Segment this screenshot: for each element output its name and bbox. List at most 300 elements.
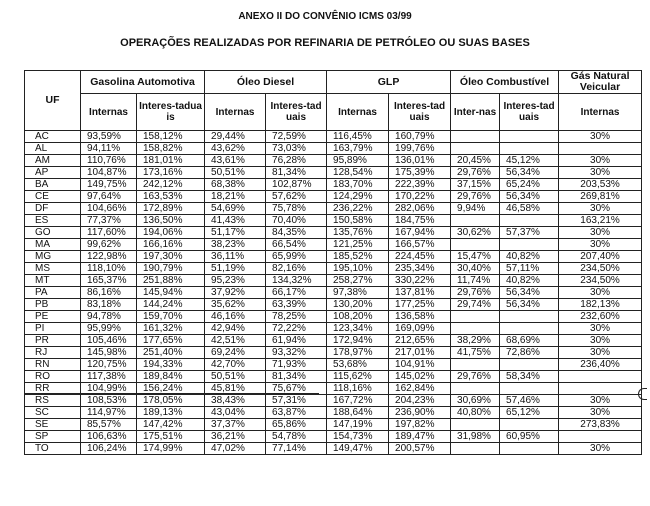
value-cell: 197,82% <box>389 419 451 431</box>
value-cell: 156,24% <box>137 383 205 395</box>
value-cell <box>451 311 500 323</box>
value-cell: 57,46% <box>500 395 559 407</box>
value-cell: 183,70% <box>327 179 389 191</box>
document-title: ANEXO II DO CONVÊNIO ICMS 03/99 <box>238 11 412 22</box>
value-cell: 234,50% <box>559 263 642 275</box>
value-cell: 66,54% <box>266 239 327 251</box>
table-row <box>25 215 642 227</box>
value-cell: 106,63% <box>81 431 137 443</box>
table-row <box>25 431 642 443</box>
value-cell: 51,17% <box>205 227 266 239</box>
value-cell: 110,76% <box>81 155 137 167</box>
value-cell: 30,40% <box>451 263 500 275</box>
value-cell: 124,29% <box>327 191 389 203</box>
value-cell: 200,57% <box>389 443 451 455</box>
uf-cell: PA <box>25 287 81 299</box>
uf-header: UF <box>25 71 81 131</box>
value-cell: 29,44% <box>205 131 266 143</box>
value-cell: 104,99% <box>81 383 137 395</box>
value-cell: 30% <box>559 203 642 215</box>
value-cell: 174,99% <box>137 443 205 455</box>
value-cell <box>500 359 559 371</box>
value-cell: 172,94% <box>327 335 389 347</box>
value-cell: 50,51% <box>205 371 266 383</box>
uf-cell: SE <box>25 419 81 431</box>
value-cell: 56,34% <box>500 191 559 203</box>
value-cell: 114,97% <box>81 407 137 419</box>
value-cell: 150,58% <box>327 215 389 227</box>
value-cell: 203,53% <box>559 179 642 191</box>
value-cell: 162,84% <box>389 383 451 395</box>
value-cell: 94,11% <box>81 143 137 155</box>
subheader-6: Inter-nas <box>451 94 500 131</box>
value-cell: 242,12% <box>137 179 205 191</box>
value-cell: 251,40% <box>137 347 205 359</box>
uf-cell: TO <box>25 443 81 455</box>
value-cell <box>451 359 500 371</box>
table-row <box>25 395 642 407</box>
uf-cell: MS <box>25 263 81 275</box>
value-cell: 182,13% <box>559 299 642 311</box>
table-row <box>25 251 642 263</box>
uf-cell: RO <box>25 371 81 383</box>
value-cell: 29,76% <box>451 287 500 299</box>
value-cell: 30% <box>559 347 642 359</box>
uf-cell: DF <box>25 203 81 215</box>
value-cell <box>500 443 559 455</box>
value-cell: 54,78% <box>266 431 327 443</box>
value-cell: 68,38% <box>205 179 266 191</box>
value-cell: 188,64% <box>327 407 389 419</box>
value-cell: 85,57% <box>81 419 137 431</box>
value-cell: 36,11% <box>205 251 266 263</box>
value-cell <box>559 431 642 443</box>
value-cell: 118,16% <box>327 383 389 395</box>
value-cell: 38,23% <box>205 239 266 251</box>
value-cell: 42,70% <box>205 359 266 371</box>
value-cell: 235,34% <box>389 263 451 275</box>
value-cell: 30% <box>559 167 642 179</box>
value-cell: 115,62% <box>327 371 389 383</box>
value-cell: 86,16% <box>81 287 137 299</box>
value-cell: 167,72% <box>327 395 389 407</box>
table-row <box>25 443 642 455</box>
value-cell: 122,98% <box>81 251 137 263</box>
value-cell: 84,35% <box>266 227 327 239</box>
value-cell <box>451 239 500 251</box>
table-row <box>25 143 642 155</box>
value-cell: 118,10% <box>81 263 137 275</box>
uf-cell: RS <box>25 395 81 407</box>
value-cell: 57,11% <box>500 263 559 275</box>
value-cell: 163,79% <box>327 143 389 155</box>
refinery-operations-table <box>24 70 642 455</box>
value-cell: 330,22% <box>389 275 451 287</box>
value-cell: 53,68% <box>327 359 389 371</box>
value-cell: 116,45% <box>327 131 389 143</box>
value-cell: 38,43% <box>205 395 266 407</box>
value-cell: 117,38% <box>81 371 137 383</box>
value-cell: 45,12% <box>500 155 559 167</box>
table-row <box>25 275 642 287</box>
value-cell: 71,93% <box>266 359 327 371</box>
table-row <box>25 131 642 143</box>
value-cell: 30% <box>559 155 642 167</box>
value-cell: 273,83% <box>559 419 642 431</box>
table-row <box>25 371 642 383</box>
handwritten-mark <box>638 388 647 400</box>
value-cell <box>451 143 500 155</box>
subheader-0: Internas <box>81 94 137 131</box>
value-cell: 147,42% <box>137 419 205 431</box>
value-cell: 161,32% <box>137 323 205 335</box>
value-cell: 269,81% <box>559 191 642 203</box>
value-cell: 77,14% <box>266 443 327 455</box>
value-cell: 43,62% <box>205 143 266 155</box>
value-cell: 145,98% <box>81 347 137 359</box>
value-cell <box>500 131 559 143</box>
value-cell: 173,16% <box>137 167 205 179</box>
uf-cell: PB <box>25 299 81 311</box>
value-cell: 63,87% <box>266 407 327 419</box>
value-cell: 83,18% <box>81 299 137 311</box>
table-row <box>25 407 642 419</box>
table-row <box>25 335 642 347</box>
group-header-glp: GLP <box>327 71 451 94</box>
value-cell: 160,79% <box>389 131 451 143</box>
value-cell: 93,59% <box>81 131 137 143</box>
value-cell: 30% <box>559 407 642 419</box>
value-cell: 56,34% <box>500 287 559 299</box>
value-cell: 121,25% <box>327 239 389 251</box>
value-cell: 30% <box>559 287 642 299</box>
value-cell: 136,50% <box>137 215 205 227</box>
value-cell: 18,21% <box>205 191 266 203</box>
uf-cell: RR <box>25 383 81 395</box>
value-cell: 106,24% <box>81 443 137 455</box>
value-cell: 63,39% <box>266 299 327 311</box>
value-cell: 30% <box>559 395 642 407</box>
value-cell: 175,39% <box>389 167 451 179</box>
value-cell: 72,22% <box>266 323 327 335</box>
value-cell: 222,39% <box>389 179 451 191</box>
value-cell: 177,25% <box>389 299 451 311</box>
table-row <box>25 359 642 371</box>
value-cell: 145,94% <box>137 287 205 299</box>
value-cell: 190,79% <box>137 263 205 275</box>
value-cell: 104,66% <box>81 203 137 215</box>
value-cell: 30,62% <box>451 227 500 239</box>
value-cell: 136,01% <box>389 155 451 167</box>
uf-cell: SC <box>25 407 81 419</box>
group-header-gas-natural: Gás Natural Veicular <box>559 71 642 94</box>
value-cell: 137,81% <box>389 287 451 299</box>
value-cell: 199,76% <box>389 143 451 155</box>
value-cell: 232,60% <box>559 311 642 323</box>
value-cell: 65,86% <box>266 419 327 431</box>
value-cell: 42,51% <box>205 335 266 347</box>
value-cell: 95,99% <box>81 323 137 335</box>
value-cell: 54,69% <box>205 203 266 215</box>
value-cell: 185,52% <box>327 251 389 263</box>
value-cell: 41,43% <box>205 215 266 227</box>
value-cell: 236,22% <box>327 203 389 215</box>
value-cell: 30% <box>559 131 642 143</box>
value-cell: 282,06% <box>389 203 451 215</box>
value-cell: 163,53% <box>137 191 205 203</box>
value-cell: 104,91% <box>389 359 451 371</box>
value-cell: 50,51% <box>205 167 266 179</box>
table-row <box>25 155 642 167</box>
value-cell: 207,40% <box>559 251 642 263</box>
value-cell: 57,31% <box>266 395 327 407</box>
value-cell: 31,98% <box>451 431 500 443</box>
uf-cell: AC <box>25 131 81 143</box>
table-row <box>25 179 642 191</box>
value-cell: 75,67% <box>266 383 327 395</box>
value-cell: 30% <box>559 335 642 347</box>
uf-cell: RN <box>25 359 81 371</box>
value-cell: 38,29% <box>451 335 500 347</box>
value-cell: 30,69% <box>451 395 500 407</box>
value-cell: 195,10% <box>327 263 389 275</box>
value-cell: 236,90% <box>389 407 451 419</box>
value-cell: 37,37% <box>205 419 266 431</box>
rn-row-strikethrough <box>24 393 319 394</box>
value-cell: 42,94% <box>205 323 266 335</box>
value-cell <box>559 143 642 155</box>
subheader-1: Interes-taduais <box>137 94 205 131</box>
value-cell: 108,20% <box>327 311 389 323</box>
value-cell: 104,87% <box>81 167 137 179</box>
value-cell: 189,13% <box>137 407 205 419</box>
table-row <box>25 191 642 203</box>
value-cell: 258,27% <box>327 275 389 287</box>
uf-cell: PI <box>25 323 81 335</box>
value-cell: 61,94% <box>266 335 327 347</box>
uf-cell: BA <box>25 179 81 191</box>
value-cell: 41,75% <box>451 347 500 359</box>
uf-cell: PR <box>25 335 81 347</box>
value-cell: 212,65% <box>389 335 451 347</box>
value-cell: 30% <box>559 239 642 251</box>
value-cell: 97,38% <box>327 287 389 299</box>
value-cell: 35,62% <box>205 299 266 311</box>
value-cell <box>500 323 559 335</box>
value-cell: 40,82% <box>500 251 559 263</box>
value-cell: 149,75% <box>81 179 137 191</box>
value-cell: 144,24% <box>137 299 205 311</box>
value-cell: 166,16% <box>137 239 205 251</box>
value-cell: 65,12% <box>500 407 559 419</box>
value-cell: 66,17% <box>266 287 327 299</box>
value-cell: 72,59% <box>266 131 327 143</box>
group-header-oleo-combustivel: Óleo Combustível <box>451 71 559 94</box>
uf-cell: ES <box>25 215 81 227</box>
value-cell: 69,24% <box>205 347 266 359</box>
value-cell <box>500 215 559 227</box>
value-cell: 57,37% <box>500 227 559 239</box>
value-cell: 43,04% <box>205 407 266 419</box>
table-row <box>25 203 642 215</box>
value-cell <box>500 311 559 323</box>
value-cell: 175,51% <box>137 431 205 443</box>
table-row <box>25 347 642 359</box>
value-cell: 56,34% <box>500 167 559 179</box>
value-cell: 204,23% <box>389 395 451 407</box>
table-row <box>25 227 642 239</box>
value-cell: 46,58% <box>500 203 559 215</box>
value-cell: 47,02% <box>205 443 266 455</box>
value-cell: 30% <box>559 443 642 455</box>
value-cell <box>451 383 500 395</box>
value-cell: 224,45% <box>389 251 451 263</box>
value-cell: 56,34% <box>500 299 559 311</box>
subheader-7: Interes-taduais <box>500 94 559 131</box>
value-cell: 40,82% <box>500 275 559 287</box>
uf-cell: AP <box>25 167 81 179</box>
uf-cell: AL <box>25 143 81 155</box>
value-cell: 117,60% <box>81 227 137 239</box>
value-cell: 197,30% <box>137 251 205 263</box>
value-cell: 72,86% <box>500 347 559 359</box>
value-cell: 95,89% <box>327 155 389 167</box>
value-cell: 217,01% <box>389 347 451 359</box>
value-cell: 81,34% <box>266 167 327 179</box>
subheader-5: Interes-taduais <box>389 94 451 131</box>
value-cell: 194,06% <box>137 227 205 239</box>
value-cell <box>500 419 559 431</box>
table-row <box>25 239 642 251</box>
value-cell: 30% <box>559 227 642 239</box>
value-cell: 170,22% <box>389 191 451 203</box>
value-cell: 30% <box>559 323 642 335</box>
value-cell: 234,50% <box>559 275 642 287</box>
value-cell: 95,23% <box>205 275 266 287</box>
value-cell: 163,21% <box>559 215 642 227</box>
value-cell: 29,76% <box>451 167 500 179</box>
value-cell: 76,28% <box>266 155 327 167</box>
value-cell: 58,34% <box>500 371 559 383</box>
value-cell: 194,33% <box>137 359 205 371</box>
value-cell: 184,75% <box>389 215 451 227</box>
table-row <box>25 263 642 275</box>
value-cell <box>451 419 500 431</box>
uf-cell: PE <box>25 311 81 323</box>
value-cell <box>451 443 500 455</box>
value-cell: 11,74% <box>451 275 500 287</box>
table-row <box>25 299 642 311</box>
value-cell: 78,25% <box>266 311 327 323</box>
value-cell: 15,47% <box>451 251 500 263</box>
value-cell: 9,94% <box>451 203 500 215</box>
value-cell: 189,47% <box>389 431 451 443</box>
value-cell: 102,87% <box>266 179 327 191</box>
value-cell: 43,61% <box>205 155 266 167</box>
value-cell <box>500 143 559 155</box>
value-cell <box>500 239 559 251</box>
value-cell: 57,62% <box>266 191 327 203</box>
value-cell <box>500 383 559 395</box>
value-cell: 251,88% <box>137 275 205 287</box>
value-cell: 158,82% <box>137 143 205 155</box>
value-cell <box>451 131 500 143</box>
value-cell: 166,57% <box>389 239 451 251</box>
uf-cell: GO <box>25 227 81 239</box>
value-cell: 135,76% <box>327 227 389 239</box>
uf-cell: MT <box>25 275 81 287</box>
table-row <box>25 419 642 431</box>
value-cell: 149,47% <box>327 443 389 455</box>
value-cell: 134,32% <box>266 275 327 287</box>
value-cell: 45,81% <box>205 383 266 395</box>
value-cell: 158,12% <box>137 131 205 143</box>
value-cell: 123,34% <box>327 323 389 335</box>
uf-cell: MA <box>25 239 81 251</box>
value-cell: 136,58% <box>389 311 451 323</box>
value-cell: 75,78% <box>266 203 327 215</box>
value-cell: 99,62% <box>81 239 137 251</box>
group-header-gasolina: Gasolina Automotiva <box>81 71 205 94</box>
value-cell: 36,21% <box>205 431 266 443</box>
subheader-4: Internas <box>327 94 389 131</box>
subheader-8: Internas <box>559 94 642 131</box>
value-cell: 108,53% <box>81 395 137 407</box>
document-subtitle: OPERAÇÕES REALIZADAS POR REFINARIA DE PETRÓLEO OU SUAS BASES <box>120 37 530 49</box>
value-cell: 167,94% <box>389 227 451 239</box>
value-cell: 81,34% <box>266 371 327 383</box>
value-cell: 40,80% <box>451 407 500 419</box>
value-cell: 181,01% <box>137 155 205 167</box>
value-cell: 20,45% <box>451 155 500 167</box>
value-cell: 37,15% <box>451 179 500 191</box>
uf-cell: MG <box>25 251 81 263</box>
value-cell: 120,75% <box>81 359 137 371</box>
value-cell: 77,37% <box>81 215 137 227</box>
value-cell: 154,73% <box>327 431 389 443</box>
value-cell: 93,32% <box>266 347 327 359</box>
value-cell <box>451 215 500 227</box>
value-cell: 68,69% <box>500 335 559 347</box>
value-cell: 177,65% <box>137 335 205 347</box>
uf-cell: AM <box>25 155 81 167</box>
value-cell: 189,84% <box>137 371 205 383</box>
subheader-2: Internas <box>205 94 266 131</box>
uf-cell: SP <box>25 431 81 443</box>
value-cell: 145,02% <box>389 371 451 383</box>
value-cell: 70,40% <box>266 215 327 227</box>
value-cell: 65,99% <box>266 251 327 263</box>
value-cell: 51,19% <box>205 263 266 275</box>
value-cell: 172,89% <box>137 203 205 215</box>
value-cell: 29,74% <box>451 299 500 311</box>
value-cell: 236,40% <box>559 359 642 371</box>
value-cell: 82,16% <box>266 263 327 275</box>
subheader-3: Interes-taduais <box>266 94 327 131</box>
value-cell <box>451 323 500 335</box>
value-cell: 165,37% <box>81 275 137 287</box>
value-cell: 37,92% <box>205 287 266 299</box>
value-cell: 60,95% <box>500 431 559 443</box>
value-cell: 178,97% <box>327 347 389 359</box>
uf-cell: RJ <box>25 347 81 359</box>
table-row <box>25 323 642 335</box>
table-row <box>25 311 642 323</box>
value-cell: 178,05% <box>137 395 205 407</box>
value-cell: 169,09% <box>389 323 451 335</box>
value-cell: 97,64% <box>81 191 137 203</box>
value-cell: 29,76% <box>451 191 500 203</box>
